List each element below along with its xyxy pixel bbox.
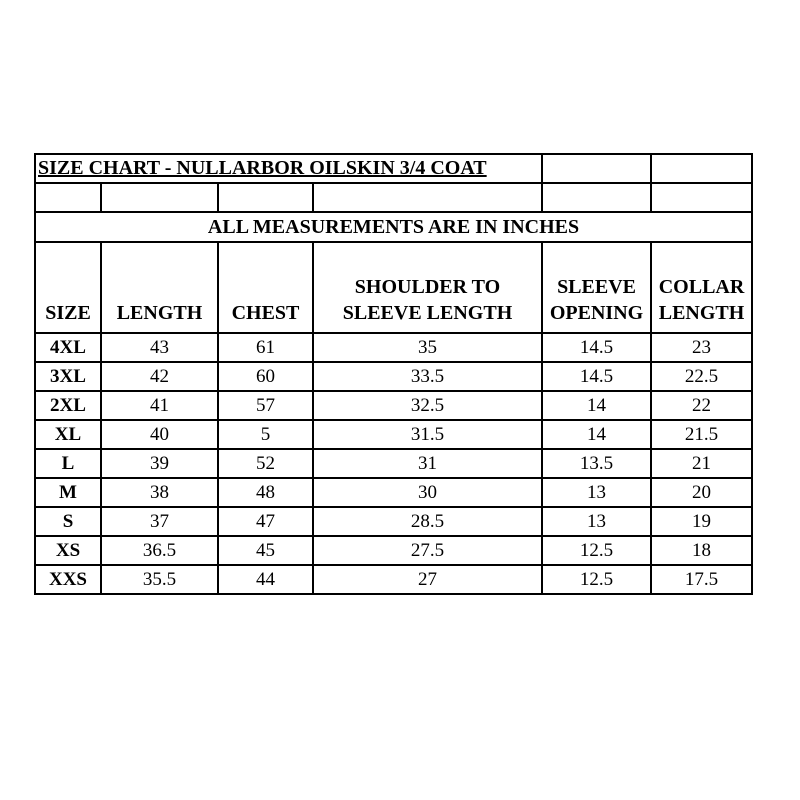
table-row <box>35 333 752 362</box>
cell-length: 36.5 <box>101 536 218 565</box>
empty-cell <box>542 183 651 212</box>
cell-shoulder-to-sleeve: 31.5 <box>313 420 542 449</box>
measurement-note: ALL MEASUREMENTS ARE IN INCHES <box>35 212 752 242</box>
cell-chest: 5 <box>218 420 313 449</box>
cell-collar-length: 19 <box>651 507 752 536</box>
empty-cell <box>218 183 313 212</box>
header-shoulder-line2: SLEEVE LENGTH <box>342 302 513 324</box>
cell-size: 4XL <box>35 333 101 362</box>
table-row <box>35 507 752 536</box>
header-sleeve-opening <box>542 242 651 333</box>
header-shoulder-line1: SHOULDER TO <box>354 276 501 298</box>
cell-shoulder-to-sleeve: 30 <box>313 478 542 507</box>
cell-chest: 45 <box>218 536 313 565</box>
cell-size: S <box>35 507 101 536</box>
cell-chest: 57 <box>218 391 313 420</box>
cell-sleeve-opening: 12.5 <box>542 536 651 565</box>
cell-size: L <box>35 449 101 478</box>
cell-length: 40 <box>101 420 218 449</box>
header-shoulder-to-sleeve <box>313 242 542 333</box>
cell-shoulder-to-sleeve: 33.5 <box>313 362 542 391</box>
cell-size: XS <box>35 536 101 565</box>
table-row <box>35 536 752 565</box>
cell-collar-length: 23 <box>651 333 752 362</box>
cell-length: 42 <box>101 362 218 391</box>
header-collar-length <box>651 242 752 333</box>
cell-chest: 61 <box>218 333 313 362</box>
cell-sleeve-opening: 14 <box>542 391 651 420</box>
empty-cell <box>651 154 752 183</box>
header-size: SIZE <box>35 242 101 333</box>
cell-length: 39 <box>101 449 218 478</box>
cell-collar-length: 22 <box>651 391 752 420</box>
table-row <box>35 565 752 594</box>
empty-cell <box>542 154 651 183</box>
table-row <box>35 449 752 478</box>
cell-length: 35.5 <box>101 565 218 594</box>
empty-cell <box>101 183 218 212</box>
table-row <box>35 478 752 507</box>
cell-shoulder-to-sleeve: 31 <box>313 449 542 478</box>
cell-length: 41 <box>101 391 218 420</box>
cell-chest: 52 <box>218 449 313 478</box>
header-collar-line1: COLLAR <box>658 276 745 298</box>
table-row <box>35 362 752 391</box>
empty-cell <box>313 183 542 212</box>
header-collar-line2: LENGTH <box>658 302 745 324</box>
empty-cell <box>651 183 752 212</box>
cell-shoulder-to-sleeve: 27.5 <box>313 536 542 565</box>
header-length: LENGTH <box>101 242 218 333</box>
table-row <box>35 391 752 420</box>
cell-chest: 47 <box>218 507 313 536</box>
cell-shoulder-to-sleeve: 35 <box>313 333 542 362</box>
cell-shoulder-to-sleeve: 28.5 <box>313 507 542 536</box>
cell-length: 38 <box>101 478 218 507</box>
cell-sleeve-opening: 13 <box>542 478 651 507</box>
header-row <box>35 242 752 333</box>
cell-collar-length: 20 <box>651 478 752 507</box>
cell-shoulder-to-sleeve: 32.5 <box>313 391 542 420</box>
chart-title: SIZE CHART - NULLARBOR OILSKIN 3/4 COAT <box>35 154 542 183</box>
cell-sleeve-opening: 13.5 <box>542 449 651 478</box>
cell-size: XXS <box>35 565 101 594</box>
header-sleeve-line2: OPENING <box>549 302 644 324</box>
header-sleeve-line1: SLEEVE <box>557 276 636 298</box>
spacer-row <box>35 183 752 212</box>
cell-length: 37 <box>101 507 218 536</box>
cell-sleeve-opening: 12.5 <box>542 565 651 594</box>
cell-length: 43 <box>101 333 218 362</box>
cell-chest: 48 <box>218 478 313 507</box>
note-row <box>35 212 752 242</box>
cell-sleeve-opening: 14.5 <box>542 362 651 391</box>
cell-size: M <box>35 478 101 507</box>
cell-collar-length: 18 <box>651 536 752 565</box>
title-row <box>35 154 752 183</box>
cell-collar-length: 21.5 <box>651 420 752 449</box>
empty-cell <box>35 183 101 212</box>
cell-chest: 60 <box>218 362 313 391</box>
header-chest: CHEST <box>218 242 313 333</box>
table-row <box>35 420 752 449</box>
cell-shoulder-to-sleeve: 27 <box>313 565 542 594</box>
cell-sleeve-opening: 14 <box>542 420 651 449</box>
cell-sleeve-opening: 14.5 <box>542 333 651 362</box>
cell-size: XL <box>35 420 101 449</box>
cell-sleeve-opening: 13 <box>542 507 651 536</box>
cell-chest: 44 <box>218 565 313 594</box>
cell-collar-length: 22.5 <box>651 362 752 391</box>
cell-collar-length: 21 <box>651 449 752 478</box>
size-chart-table <box>34 153 753 595</box>
cell-size: 2XL <box>35 391 101 420</box>
cell-size: 3XL <box>35 362 101 391</box>
cell-collar-length: 17.5 <box>651 565 752 594</box>
